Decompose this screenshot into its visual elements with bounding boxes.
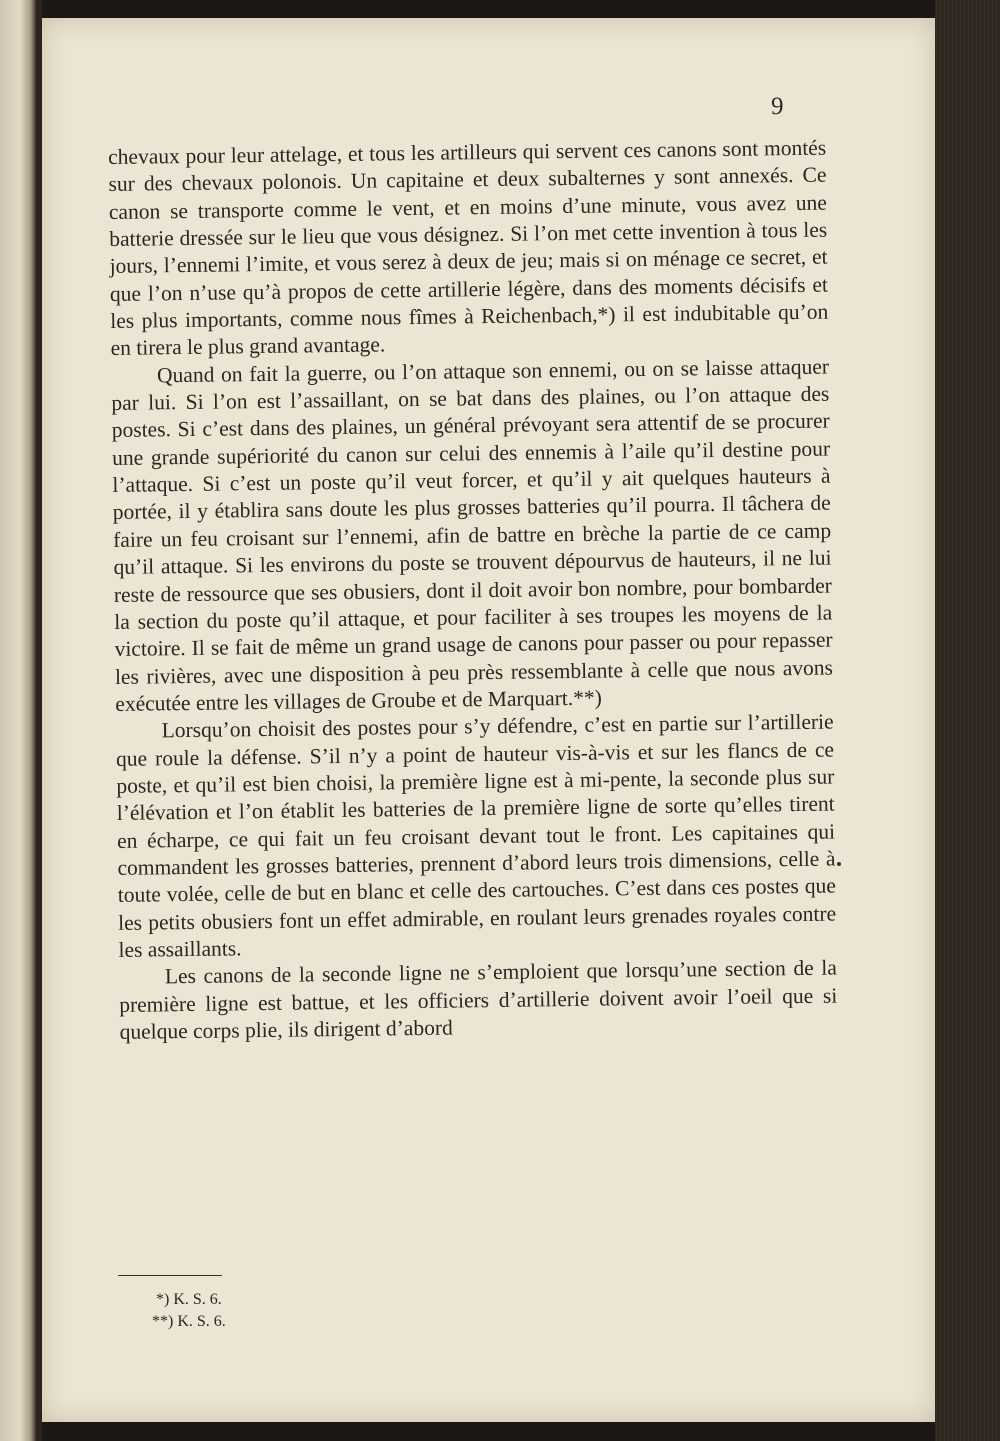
- adjacent-page-edge: [0, 0, 36, 1441]
- page-number: 9: [771, 93, 784, 120]
- footnote: *) K. S. 6.: [152, 1291, 222, 1308]
- footnotes: [152, 1289, 226, 1333]
- footnote-divider: [118, 1275, 222, 1276]
- paragraph: Quand on fait la guerre, ou l’on attaque son ennemi, ou on se laisse attaquer par lui. Si l’on est l’assaillant, on se bat dans des plaines, ou l’on attaque des postes. Si c’est dans des plaines, un général prévoyant sera attentif de se procurer une grande supériorité du canon sur celui des ennemis à l’aile qu’il destine pour l’attaque. Si c’est un poste qu’il veut forcer, et qu’il y ait quelques hauteurs à portée, il y établira sans doute les plus grosses batteries qu’il pourra. Il tâchera de faire un feu croisant sur l’ennemi, afin de battre en brèche la partie de ce camp qu’il attaque. Si les environs du poste se trouvent dépourvus de hauteurs, il ne lui reste de ressource que ses obusiers, dont il doit avoir bon nombre, pour bombarder la section du poste qu’il attaque, et pour faciliter à ses troupes les moyens de la victoire. Il se fait de même un grand usage de canons pour passer ou pour repasser les rivières, avec une disposition à peu près ressemblante à celle que nous avons exécutée entre les villages de Groube et de Marquart.**): [111, 354, 834, 716]
- book-page: [42, 18, 935, 1422]
- paragraph: Les canons de la seconde ligne ne s’emploient que lorsqu’une section de la première ligne est battue, et les officiers d’artillerie doivent avoir l’oeil que si quelque corps plie, ils dirigent d’abord: [119, 955, 838, 1044]
- scanner-background: [935, 0, 1000, 1441]
- paragraph: Lorsqu’on choisit des postes pour s’y défendre, c’est en partie sur l’artillerie que roule la défense. S’il n’y a point de hauteur vis-à-vis et sur les flancs de ce poste, et qu’il est bien choisi, la première ligne est à mi-pente, la seconde plus sur l’élévation et l’on établit les batteries de la première ligne de sorte qu’elles tirent en écharpe, ce qui fait un feu croisant devant tout le front. Les capitaines qui commandent les grosses batteries, prennent d’abord leurs trois dimensions, celle à toute volée, celle de but en blanc et celle des cartouches. C’est dans ces postes que les petits obusiers font un effet admirable, en roulant leurs grenades royales contre les assaillants.: [115, 709, 837, 962]
- ink-speck: [837, 862, 841, 866]
- body-text: [108, 135, 838, 1047]
- footnote: **) K. S. 6.: [152, 1313, 226, 1330]
- paragraph: chevaux pour leur attelage, et tous les artilleurs qui servent ces canons sont montés sur des chevaux polonois. Un capitaine et deux subalternes y sont annexés. Ce canon se transporte comme le vent, et en moins d’une minute, vous avez une batterie dressée sur le lieu que vous désignez. Si l’on met cette invention à tous les jours, l’ennemi l’imite, et vous serez à deux de jeu; mais si on ménage ce secret, et que l’on n’use qu’à propos de cette artillerie légère, dans des moments décisifs et les plus importants, comme nous fîmes à Reichenbach,*) il est indubitable qu’on en tirera le plus grand avantage.: [108, 135, 829, 361]
